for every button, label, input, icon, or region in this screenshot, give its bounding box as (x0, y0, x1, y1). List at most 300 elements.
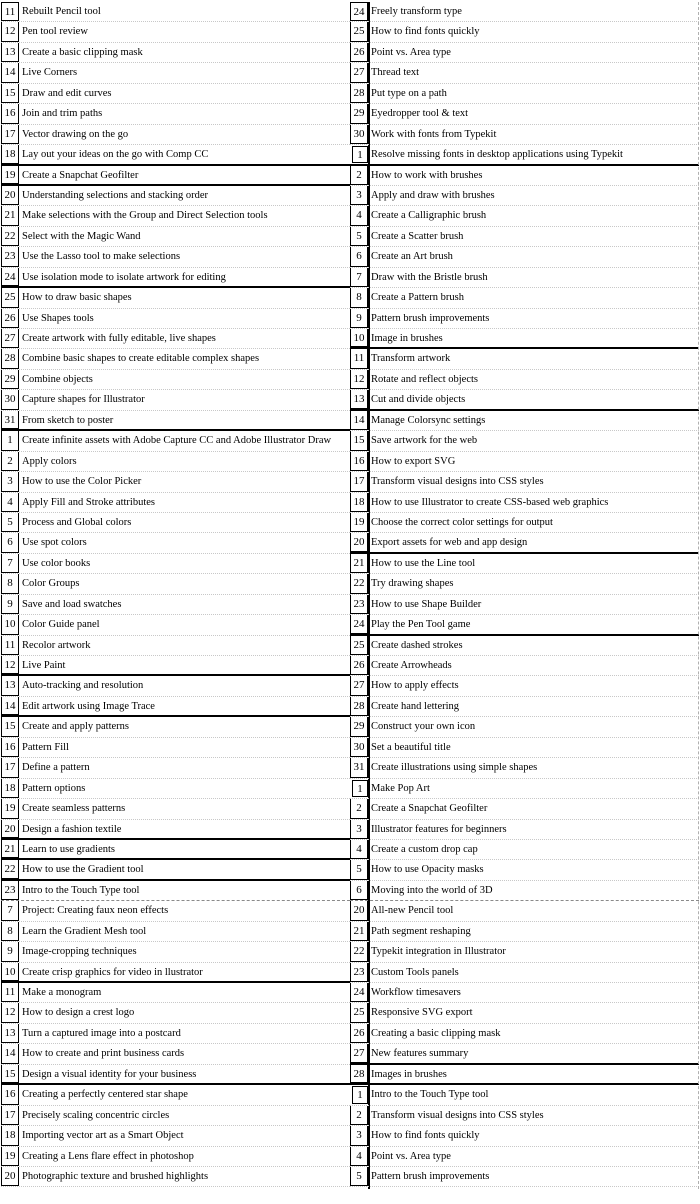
lesson-title: Typekit integration in Illustrator (371, 946, 506, 958)
lesson-title: Put type on a path (371, 87, 447, 99)
lesson-number: 24 (350, 983, 368, 1002)
lesson-row (1, 860, 350, 880)
lesson-number: 24 (1, 268, 19, 286)
lesson-title: Create dashed strokes (371, 639, 463, 651)
lesson-row (1, 963, 350, 983)
lesson-row (350, 860, 699, 880)
lesson-title: Precisely scaling concentric circles (22, 1109, 170, 1121)
lesson-title: Create artwork with fully editable, live shapes (22, 333, 216, 344)
lesson-number: 6 (350, 247, 368, 266)
lesson-number: 19 (1, 166, 19, 184)
lesson-title: Make Pop Art (371, 782, 430, 794)
lesson-title: Use color books (22, 557, 91, 569)
lesson-row (350, 349, 699, 369)
lesson-row (350, 1147, 699, 1167)
lesson-number: 1 (352, 780, 368, 797)
right-column (350, 2, 699, 1187)
lesson-title: How to use the Line tool (371, 557, 476, 569)
lesson-row (1, 820, 350, 840)
lesson-number: 23 (350, 963, 368, 982)
lesson-title: Creating a Lens flare effect in photoshop (22, 1150, 194, 1162)
lesson-number: 10 (1, 963, 19, 981)
lesson-row (350, 186, 699, 206)
lesson-title: Create hand lettering (371, 700, 460, 712)
lesson-number: 15 (1, 84, 19, 103)
lesson-number: 21 (350, 922, 368, 941)
lesson-number: 19 (1, 1147, 19, 1166)
lesson-title: Create a custom drop cap (371, 843, 478, 855)
lesson-number: 5 (1, 513, 19, 532)
lesson-number: 11 (350, 349, 368, 368)
lesson-title: Draw and edit curves (22, 87, 112, 99)
lesson-number: 26 (350, 43, 368, 62)
lesson-row (1, 840, 350, 860)
lesson-row (350, 533, 699, 553)
lesson-title: Use the Lasso tool to make selections (22, 251, 181, 263)
lesson-title: Images in brushes (371, 1068, 447, 1080)
lesson-row (1, 104, 350, 124)
lesson-number: 16 (350, 452, 368, 471)
lesson-title: Export assets for web and app design (371, 537, 528, 549)
lesson-row (1, 779, 350, 799)
lesson-number: 8 (1, 574, 19, 593)
lesson-number: 13 (1, 43, 19, 62)
lesson-number: 17 (1, 125, 19, 144)
lesson-number: 12 (1, 22, 19, 41)
lesson-row (1, 533, 350, 553)
lesson-number: 21 (1, 206, 19, 225)
lesson-number: 30 (350, 738, 368, 757)
lesson-row (350, 636, 699, 656)
lesson-number: 12 (350, 370, 368, 389)
lesson-number: 20 (350, 901, 368, 920)
lesson-row (350, 1167, 699, 1187)
lesson-number: 22 (1, 227, 19, 246)
lesson-title: Color Groups (22, 578, 80, 590)
lesson-row (1, 268, 350, 288)
lesson-row (350, 1044, 699, 1064)
lesson-row (1, 983, 350, 1003)
lesson-title: Point vs. Area type (371, 46, 451, 58)
lesson-number: 2 (1, 452, 19, 471)
lesson-row (350, 1024, 699, 1044)
lesson-title: Design a visual identity for your business (22, 1068, 197, 1080)
lesson-title: Responsive SVG export (371, 1007, 473, 1019)
lesson-number: 30 (350, 125, 368, 144)
lesson-title: Understanding selections and stacking order (22, 189, 209, 201)
lesson-title: Cut and divide objects (371, 394, 466, 406)
lesson-row (1, 63, 350, 83)
lesson-title: Illustrator features for beginners (371, 823, 507, 835)
lesson-number: 20 (1, 820, 19, 838)
lesson-row (1, 922, 350, 942)
lesson-number: 18 (1, 1126, 19, 1145)
lesson-title: Project: Creating faux neon effects (22, 905, 169, 917)
lesson-title: Creating a basic clipping mask (371, 1027, 501, 1039)
lesson-row (350, 63, 699, 83)
lesson-title: Intro to the Touch Type tool (371, 1089, 489, 1101)
lesson-title: Make selections with the Group and Direct Selection tools (22, 210, 268, 222)
lesson-title: Save artwork for the web (371, 435, 478, 447)
lesson-title: Create a Snapchat Geofilter (371, 803, 488, 815)
lesson-number: 29 (1, 370, 19, 389)
lesson-row (1, 247, 350, 267)
lesson-number: 16 (1, 1085, 19, 1104)
lesson-row (350, 145, 699, 165)
lesson-number: 3 (350, 1126, 368, 1145)
lesson-number: 8 (1, 922, 19, 941)
lesson-number: 18 (1, 779, 19, 798)
lesson-row (350, 309, 699, 329)
lesson-title: Photographic texture and brushed highlights (22, 1170, 209, 1182)
lesson-title: Edit artwork using Image Trace (22, 700, 155, 712)
lesson-number: 29 (350, 104, 368, 123)
lesson-title: Recolor artwork (22, 639, 91, 651)
lesson-number: 25 (350, 22, 368, 41)
lesson-title: Draw with the Bristle brush (371, 271, 488, 283)
lesson-title: Make a monogram (22, 987, 102, 998)
lesson-title: How to use Illustrator to create CSS-based web graphics (371, 496, 609, 508)
lesson-title: How to use Shape Builder (371, 598, 482, 610)
lesson-row (350, 125, 699, 145)
lesson-number: 31 (1, 411, 19, 429)
lesson-number: 2 (350, 799, 368, 818)
lesson-row (1, 22, 350, 42)
lesson-number: 22 (350, 574, 368, 593)
lesson-row (350, 1085, 699, 1105)
lesson-number: 3 (1, 472, 19, 491)
lesson-row (350, 656, 699, 676)
lesson-title: Pattern options (22, 782, 86, 794)
lesson-title: Importing vector art as a Smart Object (22, 1130, 184, 1142)
lesson-title: Create Arrowheads (371, 660, 452, 671)
lesson-row (350, 881, 699, 901)
lesson-number: 4 (1, 493, 19, 512)
lesson-title: Apply Fill and Stroke attributes (22, 496, 155, 508)
lesson-title: Select with the Magic Wand (22, 230, 141, 242)
lesson-title: Create a Snapchat Geofilter (22, 169, 139, 181)
lesson-row (350, 22, 699, 42)
lesson-row (350, 758, 699, 778)
lesson-title: Capture shapes for Illustrator (22, 394, 145, 406)
right-edge-dashed-line (698, 2, 699, 1189)
lesson-row (350, 738, 699, 758)
lesson-title: Play the Pen Tool game (371, 619, 471, 631)
lesson-title: Manage Colorsync settings (371, 414, 486, 426)
lesson-number: 9 (1, 942, 19, 961)
lesson-row (350, 901, 699, 921)
lesson-number: 26 (1, 309, 19, 328)
lesson-number: 23 (350, 595, 368, 614)
lesson-number: 18 (1, 145, 19, 163)
lesson-row (1, 717, 350, 737)
lesson-title: Use spot colors (22, 537, 87, 549)
lesson-title: Pattern brush improvements (371, 1170, 490, 1182)
lesson-row (1, 738, 350, 758)
lesson-number: 14 (1, 697, 19, 715)
lesson-number: 26 (350, 656, 368, 675)
lesson-row (350, 1126, 699, 1146)
lesson-row (1, 1065, 350, 1085)
lesson-row (350, 370, 699, 390)
lesson-row (350, 574, 699, 594)
lesson-row (350, 1065, 699, 1085)
lesson-title: Apply colors (22, 455, 77, 467)
lesson-title: Point vs. Area type (371, 1150, 451, 1162)
lesson-title: Resolve missing fonts in desktop applications using Typekit (371, 149, 623, 161)
lesson-title: How to apply effects (371, 680, 459, 692)
lesson-title: Turn a captured image into a postcard (22, 1027, 181, 1039)
lesson-row (1, 1085, 350, 1105)
lesson-number: 9 (350, 309, 368, 328)
lesson-title: Create a Calligraphic brush (371, 210, 487, 222)
lesson-row (350, 390, 699, 410)
lesson-title: Workflow timesavers (371, 987, 461, 998)
lesson-title: Combine basic shapes to create editable complex shapes (22, 353, 260, 365)
lesson-title: Create crisp graphics for video in llustrator (22, 966, 203, 978)
lesson-title: Save and load swatches (22, 598, 122, 610)
lesson-number: 24 (350, 2, 368, 21)
lesson-row (1, 370, 350, 390)
lesson-row (1, 881, 350, 901)
lesson-row (1, 595, 350, 615)
lesson-number: 3 (350, 186, 368, 205)
lesson-title: How to export SVG (371, 455, 456, 467)
lesson-number: 30 (1, 390, 19, 409)
lesson-title: From sketch to poster (22, 414, 114, 426)
lesson-number: 15 (1, 717, 19, 736)
lesson-row (1, 452, 350, 472)
lesson-title: How to design a crest logo (22, 1007, 135, 1019)
lesson-title: How to create and print business cards (22, 1048, 185, 1060)
lesson-row (1, 166, 350, 186)
lesson-row (1, 574, 350, 594)
lesson-title: Use isolation mode to isolate artwork for editing (22, 271, 226, 283)
lesson-number: 28 (350, 84, 368, 103)
lesson-number: 26 (350, 1024, 368, 1043)
lesson-number: 11 (1, 636, 19, 655)
lesson-title: Freely transform type (371, 6, 462, 17)
lesson-row (350, 554, 699, 574)
lesson-number: 7 (1, 554, 19, 573)
lesson-title: Rebuilt Pencil tool (22, 6, 101, 17)
lesson-row (350, 288, 699, 308)
lesson-row (350, 84, 699, 104)
lesson-title: How to use the Color Picker (22, 476, 142, 488)
lesson-row (350, 472, 699, 492)
lesson-row (1, 145, 350, 165)
lesson-title: Pattern brush improvements (371, 312, 490, 324)
lesson-title: Create and apply patterns (22, 721, 129, 733)
lesson-number: 27 (350, 676, 368, 695)
lesson-number: 25 (350, 1003, 368, 1022)
lesson-title: Image-cropping techniques (22, 946, 137, 958)
lesson-number: 28 (350, 697, 368, 716)
lesson-row (1, 1126, 350, 1146)
lesson-number: 4 (350, 1147, 368, 1166)
lesson-row (1, 329, 350, 349)
lesson-number: 23 (1, 881, 19, 900)
lesson-row (1, 206, 350, 226)
lesson-row (1, 411, 350, 431)
lesson-row (1, 1024, 350, 1044)
lesson-number: 6 (1, 533, 19, 552)
lesson-row (350, 206, 699, 226)
lesson-number: 10 (350, 329, 368, 347)
lesson-row (1, 697, 350, 717)
lesson-number: 11 (1, 2, 19, 21)
lesson-title: Design a fashion textile (22, 823, 122, 835)
lesson-row (350, 493, 699, 513)
lesson-number: 7 (1, 901, 19, 920)
lesson-row (350, 227, 699, 247)
lesson-title: Learn the Gradient Mesh tool (22, 925, 147, 937)
lesson-row (1, 390, 350, 410)
lesson-number: 2 (350, 1106, 368, 1125)
lesson-number: 19 (350, 513, 368, 532)
lesson-number: 14 (1, 1044, 19, 1063)
lesson-title: Apply and draw with brushes (371, 189, 495, 201)
lesson-row (1, 758, 350, 778)
lesson-number: 22 (1, 860, 19, 878)
lesson-number: 24 (350, 615, 368, 633)
lesson-row (350, 820, 699, 840)
lesson-title: How to use Opacity masks (371, 864, 484, 876)
lesson-title: Intro to the Touch Type tool (22, 884, 140, 896)
lesson-number: 6 (350, 881, 368, 900)
lesson-title: Live Corners (22, 67, 78, 79)
lesson-row (350, 717, 699, 737)
lesson-number: 22 (350, 942, 368, 961)
lesson-title: Rotate and reflect objects (371, 373, 478, 385)
lesson-row (350, 329, 699, 349)
lesson-number: 9 (1, 595, 19, 614)
lesson-row (1, 1167, 350, 1187)
lesson-row (350, 799, 699, 819)
lesson-number: 17 (350, 472, 368, 491)
lesson-number: 10 (1, 615, 19, 634)
lesson-row (350, 615, 699, 635)
lesson-number: 5 (350, 860, 368, 879)
lesson-row (1, 288, 350, 308)
lesson-number: 20 (350, 533, 368, 551)
lesson-title: Live Paint (22, 660, 66, 671)
lesson-number: 17 (1, 758, 19, 777)
lesson-number: 27 (350, 63, 368, 82)
lesson-number: 14 (1, 63, 19, 82)
lesson-row (1, 493, 350, 513)
lesson-row (1, 942, 350, 962)
lesson-row (1, 615, 350, 635)
lesson-title: Work with fonts from Typekit (371, 128, 497, 140)
lesson-row (1, 901, 350, 921)
lesson-number: 17 (1, 1106, 19, 1125)
lesson-title: How to use the Gradient tool (22, 864, 144, 876)
lesson-number: 27 (350, 1044, 368, 1062)
lesson-title: Eyedropper tool & text (371, 108, 469, 120)
lesson-row (350, 166, 699, 186)
lesson-row (1, 472, 350, 492)
lesson-row (1, 431, 350, 451)
lesson-number: 13 (1, 1024, 19, 1043)
lesson-title: Process and Global colors (22, 516, 132, 528)
lesson-row (1, 676, 350, 696)
lesson-row (1, 186, 350, 206)
lesson-row (350, 840, 699, 860)
lesson-title: Custom Tools panels (371, 966, 459, 978)
lesson-row (350, 595, 699, 615)
lesson-number: 14 (350, 411, 368, 430)
lesson-row (350, 2, 699, 22)
lesson-row (1, 43, 350, 63)
lesson-title: Color Guide panel (22, 619, 100, 631)
lesson-number: 5 (350, 1167, 368, 1186)
lesson-title: How to work with brushes (371, 169, 483, 181)
lesson-number: 15 (1, 1065, 19, 1083)
lesson-number: 4 (350, 840, 368, 859)
lesson-number: 20 (1, 186, 19, 205)
lesson-number: 1 (352, 1086, 368, 1103)
lesson-title: Thread text (371, 67, 420, 79)
lesson-row (350, 922, 699, 942)
lesson-number: 20 (1, 1167, 19, 1186)
lesson-number: 23 (1, 247, 19, 266)
lesson-row (1, 1106, 350, 1126)
lesson-number: 16 (1, 738, 19, 757)
lesson-row (1, 799, 350, 819)
lesson-title: Path segment reshaping (371, 925, 471, 937)
lesson-title: How to draw basic shapes (22, 292, 132, 304)
lesson-number: 13 (1, 676, 19, 695)
lesson-row (1, 554, 350, 574)
lesson-title: Moving into the world of 3D (371, 884, 493, 896)
lesson-row (350, 942, 699, 962)
lesson-title: Pen tool review (22, 26, 88, 38)
lesson-title: Pattern Fill (22, 741, 69, 753)
lesson-title: Create illustrations using simple shapes (371, 762, 538, 774)
lesson-title: Define a pattern (22, 762, 90, 774)
lesson-title: Try drawing shapes (371, 578, 454, 590)
lesson-row (350, 247, 699, 267)
lesson-row (350, 676, 699, 696)
lesson-number: 12 (1, 1003, 19, 1022)
lesson-title: Creating a perfectly centered star shape (22, 1089, 188, 1101)
lesson-title: Vector drawing on the go (22, 128, 129, 140)
lesson-title: Construct your own icon (371, 721, 476, 733)
lesson-number: 25 (1, 288, 19, 307)
lesson-title: How to find fonts quickly (371, 26, 480, 38)
lesson-number: 31 (350, 758, 368, 777)
lesson-row (350, 452, 699, 472)
lesson-title: Create an Art brush (371, 251, 453, 263)
lesson-row (1, 84, 350, 104)
lesson-title: Lay out your ideas on the go with Comp CC (22, 149, 209, 161)
lesson-row (1, 309, 350, 329)
lesson-number: 1 (1, 431, 19, 450)
lesson-title: Set a beautiful title (371, 741, 451, 753)
lesson-number: 29 (350, 717, 368, 736)
lesson-title: Transform visual designs into CSS styles (371, 1109, 544, 1121)
lesson-number: 21 (1, 840, 19, 858)
lesson-number: 25 (350, 636, 368, 655)
lesson-number: 1 (352, 146, 368, 162)
lesson-title: Choose the correct color settings for output (371, 516, 553, 528)
lesson-number: 7 (350, 268, 368, 287)
lesson-row (350, 431, 699, 451)
lesson-row (1, 2, 350, 22)
lesson-row (350, 411, 699, 431)
lesson-title: How to find fonts quickly (371, 1130, 480, 1142)
